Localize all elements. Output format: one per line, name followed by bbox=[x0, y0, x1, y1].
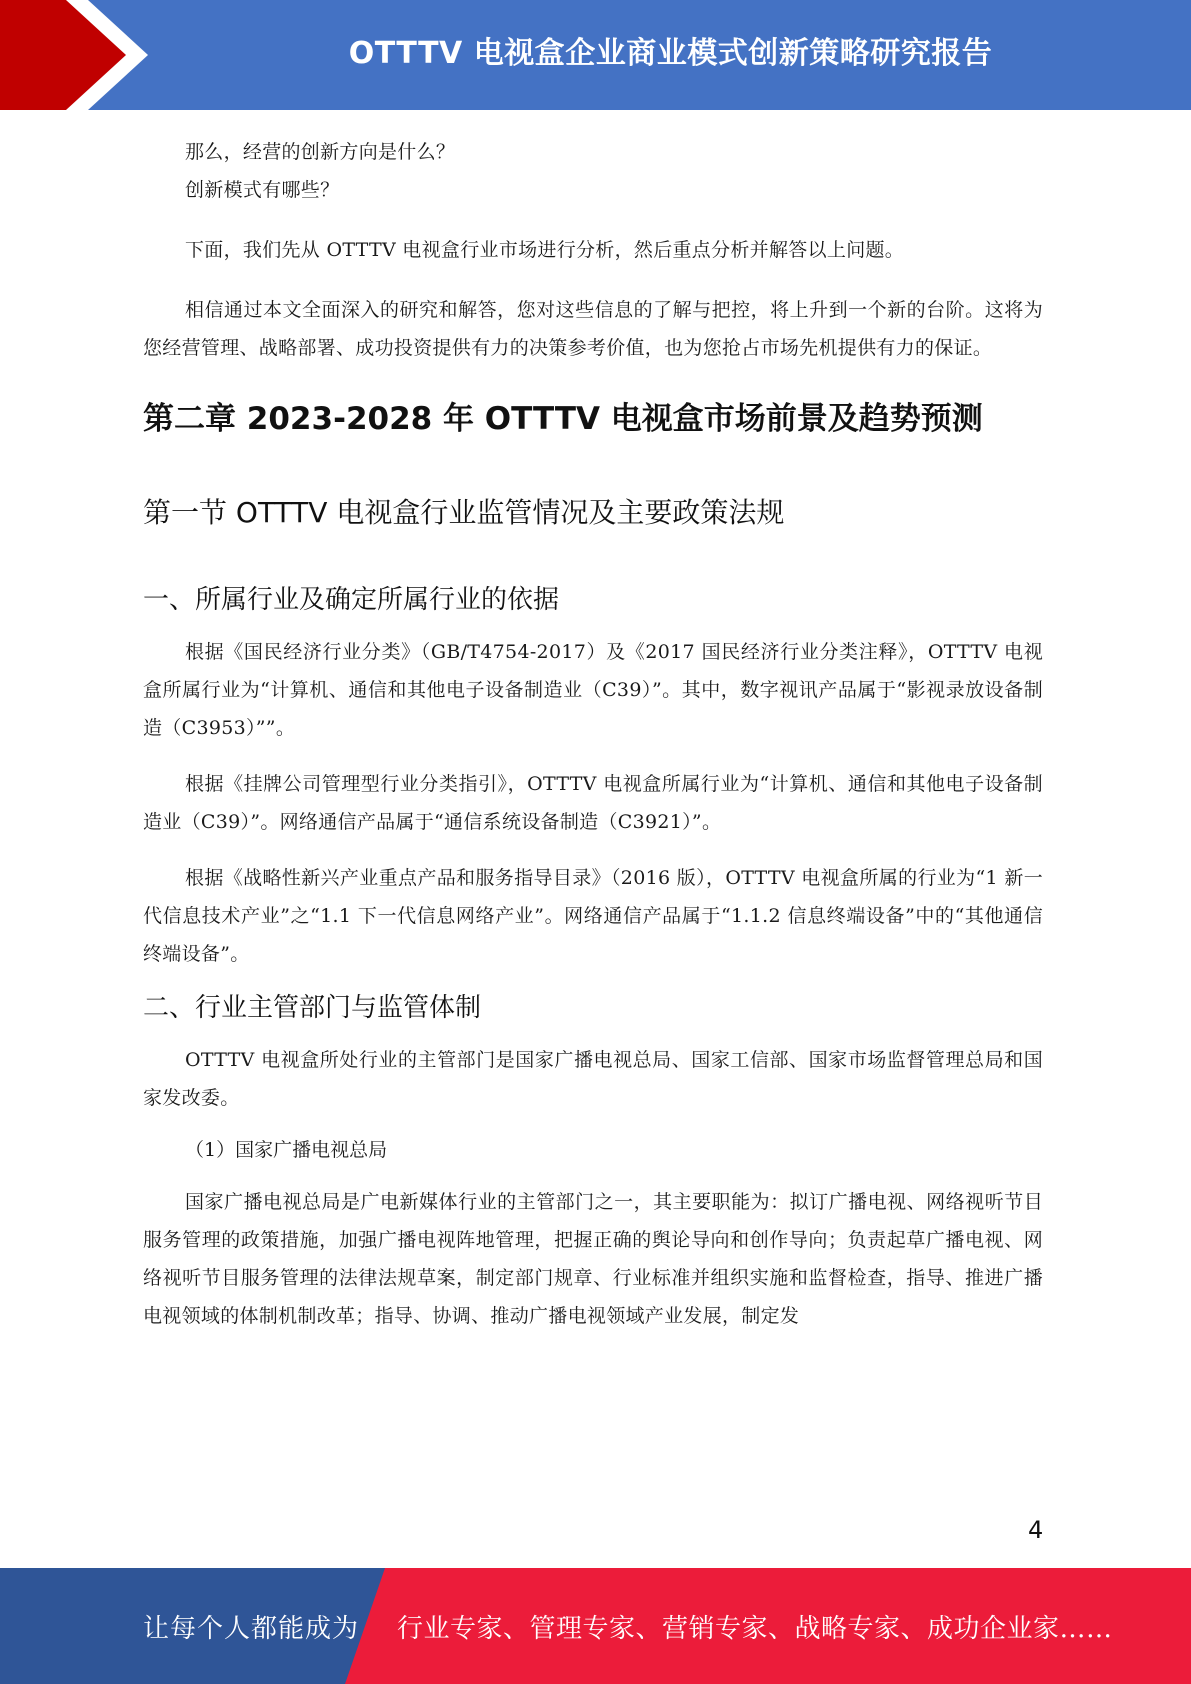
regulation-paragraph-2: 国家广播电视总局是广电新媒体行业的主管部门之一，其主要职能为：拟订广播电视、网络视听节目服务管理的政策措施，加强广播电视阵地管理，把握正确的舆论导向和创作导向；负责起草广播电视、网络视听节目服务管理的法律法规草案，制定部门规章、行业标准并组织实施和监督检查，指导、推进广播电视领域的体制机制改革；指导、协调、推动广播电视领域产业发展，制定发 bbox=[143, 1191, 1043, 1327]
industry-paragraph-2: 根据《挂牌公司管理型行业分类指引》，OTTTV 电视盒所属行业为“计算机、通信和其他电子设备制造业（C39）”。网络通信产品属于“通信系统设备制造（C3921）”。 bbox=[143, 773, 1043, 833]
page-number: 4 bbox=[1028, 1516, 1044, 1544]
regulation-item-1: （1）国家广播电视总局 bbox=[185, 1139, 388, 1161]
subsection-title-regulation: 二、行业主管部门与监管体制 bbox=[143, 993, 482, 1023]
page-footer bbox=[0, 1568, 1191, 1684]
footer-slogan-right: 行业专家、管理专家、营销专家、战略专家、成功企业家…… bbox=[397, 1613, 1113, 1644]
chapter-title: 第二章 2023-2028 年 OTTTV 电视盒市场前景及趋势预测 bbox=[143, 401, 983, 437]
subsection-title-industry: 一、所属行业及确定所属行业的依据 bbox=[143, 585, 560, 615]
regulation-paragraph-1: OTTTV 电视盒所处行业的主管部门是国家广播电视总局、国家工信部、国家市场监督管理总局和国家发改委。 bbox=[143, 1049, 1043, 1109]
intro-question-direction: 那么，经营的创新方向是什么？ bbox=[185, 141, 456, 163]
document-body bbox=[143, 133, 1043, 1335]
section-title: 第一节 OTTTV 电视盒行业监管情况及主要政策法规 bbox=[143, 496, 785, 529]
footer-slogan-left: 让每个人都能成为 bbox=[143, 1613, 360, 1644]
page-header bbox=[0, 0, 1191, 110]
industry-paragraph-1: 根据《国民经济行业分类》（GB/T4754-2017）及《2017 国民经济行业分类注释》，OTTTV 电视盒所属行业为“计算机、通信和其他电子设备制造业（C39）”。其中，数字视讯产品属于“影视录放设备制造（C3953）””。 bbox=[143, 641, 1043, 739]
intro-paragraph-value: 相信通过本文全面深入的研究和解答，您对这些信息的了解与把控，将上升到一个新的台阶。这将为您经营管理、战略部署、成功投资提供有力的决策参考价值，也为您抢占市场先机提供有力的保证。 bbox=[143, 299, 1043, 359]
intro-paragraph-analysis: 下面，我们先从 OTTTV 电视盒行业市场进行分析，然后重点分析并解答以上问题。 bbox=[185, 239, 905, 261]
intro-question-models: 创新模式有哪些？ bbox=[185, 179, 340, 201]
industry-paragraph-3: 根据《战略性新兴产业重点产品和服务指导目录》（2016 版），OTTTV 电视盒所属的行业为“1 新一代信息技术产业”之“1.1 下一代信息网络产业”。网络通信产品属于“1.1.2 信息终端设备”中的“其他通信终端设备”。 bbox=[143, 867, 1043, 965]
report-title: OTTTV 电视盒企业商业模式创新策略研究报告 bbox=[348, 36, 993, 71]
